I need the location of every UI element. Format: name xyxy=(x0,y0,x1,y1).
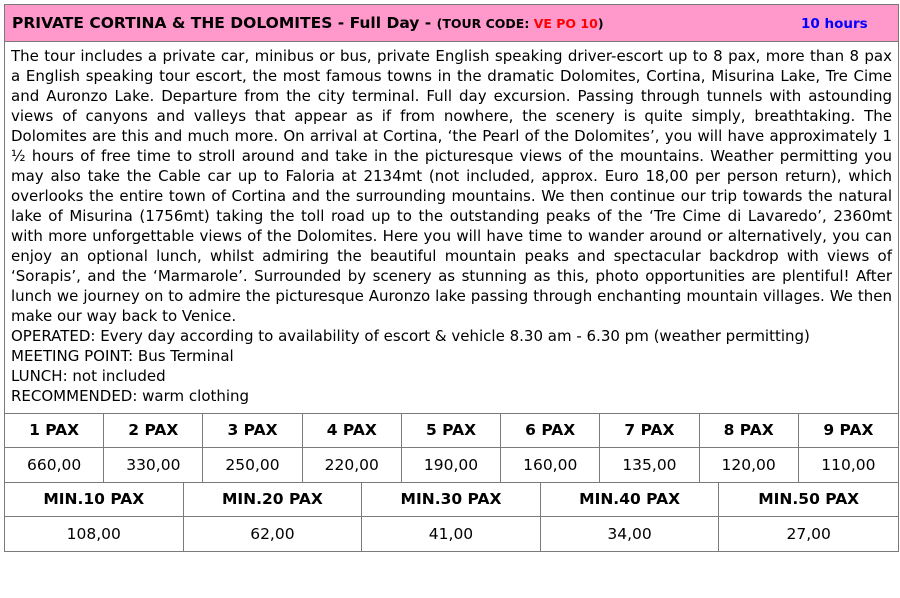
price-header-min-20-pax: MIN.20 PAX xyxy=(184,483,363,517)
price-value-min-10-pax: 108,00 xyxy=(5,517,184,551)
price-header-4-pax: 4 PAX xyxy=(303,414,402,448)
price-header-6-pax: 6 PAX xyxy=(501,414,600,448)
price-value-2-pax: 330,00 xyxy=(104,448,203,483)
price-header-3-pax: 3 PAX xyxy=(203,414,302,448)
price-value-5-pax: 190,00 xyxy=(402,448,501,483)
meeting-point-line: MEETING POINT: Bus Terminal xyxy=(11,347,234,365)
price-table-small xyxy=(5,414,898,483)
tour-code-prefix: (TOUR CODE: xyxy=(436,16,534,31)
tour-duration: 10 hours xyxy=(801,16,868,32)
price-value-min-30-pax: 41,00 xyxy=(362,517,541,551)
tour-title-line xyxy=(12,14,604,32)
tour-title: PRIVATE CORTINA & THE DOLOMITES - Full Day - xyxy=(12,14,437,32)
price-header-7-pax: 7 PAX xyxy=(600,414,699,448)
price-header-8-pax: 8 PAX xyxy=(700,414,799,448)
price-header-min-50-pax: MIN.50 PAX xyxy=(719,483,898,517)
description-paragraph: The tour includes a private car, minibus or bus, private English speaking driver-escort up to 8 pax, more than 8 pax a English speaking tour escort, the most famous towns in the dramatic Dolomites, Cortina, Misurina Lake, Tre Cime and Auronzo Lake. Departure from the city terminal. Full day excursion. Passing through tunnels with astounding views of canyons and valleys that appear as if from nowhere, the scenery is quite simply, breathtaking. The Dolomites are this and much more. On arrival at Cortina, ‘the Pearl of the Dolomites’, you will have approximately 1 ½ hours of free time to stroll around and take in the picturesque views of the mountains. Weather permitting you may also take the Cable car up to Faloria at 2134mt (not included, approx. Euro 18,00 per person return), which overlooks the entire town of Cortina and the surrounding mountains. We then continue our trip towards the natural lake of Misurina (1756mt) taking the toll road up to the outstanding peaks of the ‘Tre Cime di Lavaredo’, 2360mt with more unforgettable views of the Dolomites. Here you will have time to wander around or alternatively, you can enjoy an optional lunch, whilst admiring the beautiful mountain peaks and spectacular backdrop with views of ‘Sorapis’, and the ‘Marmarole’. Surrounded by scenery as stunning as this, photo opportunities are plentiful! After lunch we journey on to admire the picturesque Auronzo lake passing through enchanting mountain villages. We then make our way back to Venice. xyxy=(11,47,892,325)
tour-code-value: VE PO 10 xyxy=(533,16,598,31)
operated-line: OPERATED: Every day according to availability of escort & vehicle 8.30 am - 6.30 pm (weather permitting) xyxy=(11,327,810,345)
price-header-min-10-pax: MIN.10 PAX xyxy=(5,483,184,517)
tour-header xyxy=(5,5,898,42)
price-header-min-30-pax: MIN.30 PAX xyxy=(362,483,541,517)
price-value-8-pax: 120,00 xyxy=(700,448,799,483)
price-table-group xyxy=(5,483,898,551)
price-value-9-pax: 110,00 xyxy=(799,448,898,483)
price-value-min-20-pax: 62,00 xyxy=(184,517,363,551)
price-value-4-pax: 220,00 xyxy=(303,448,402,483)
price-header-1-pax: 1 PAX xyxy=(5,414,104,448)
recommended-line: RECOMMENDED: warm clothing xyxy=(11,387,250,405)
price-value-7-pax: 135,00 xyxy=(600,448,699,483)
price-header-2-pax: 2 PAX xyxy=(104,414,203,448)
tour-code-suffix: ) xyxy=(597,16,604,31)
tour-description xyxy=(5,42,898,414)
price-value-6-pax: 160,00 xyxy=(501,448,600,483)
tour-card xyxy=(4,4,899,552)
price-value-min-40-pax: 34,00 xyxy=(541,517,720,551)
price-value-min-50-pax: 27,00 xyxy=(786,525,831,543)
tour-code xyxy=(437,16,604,31)
price-header-9-pax: 9 PAX xyxy=(799,414,898,448)
lunch-line: LUNCH: not included xyxy=(11,367,166,385)
price-header-min-40-pax: MIN.40 PAX xyxy=(541,483,720,517)
price-header-5-pax: 5 PAX xyxy=(402,414,501,448)
price-value-1-pax: 660,00 xyxy=(5,448,104,483)
price-value-3-pax: 250,00 xyxy=(203,448,302,483)
